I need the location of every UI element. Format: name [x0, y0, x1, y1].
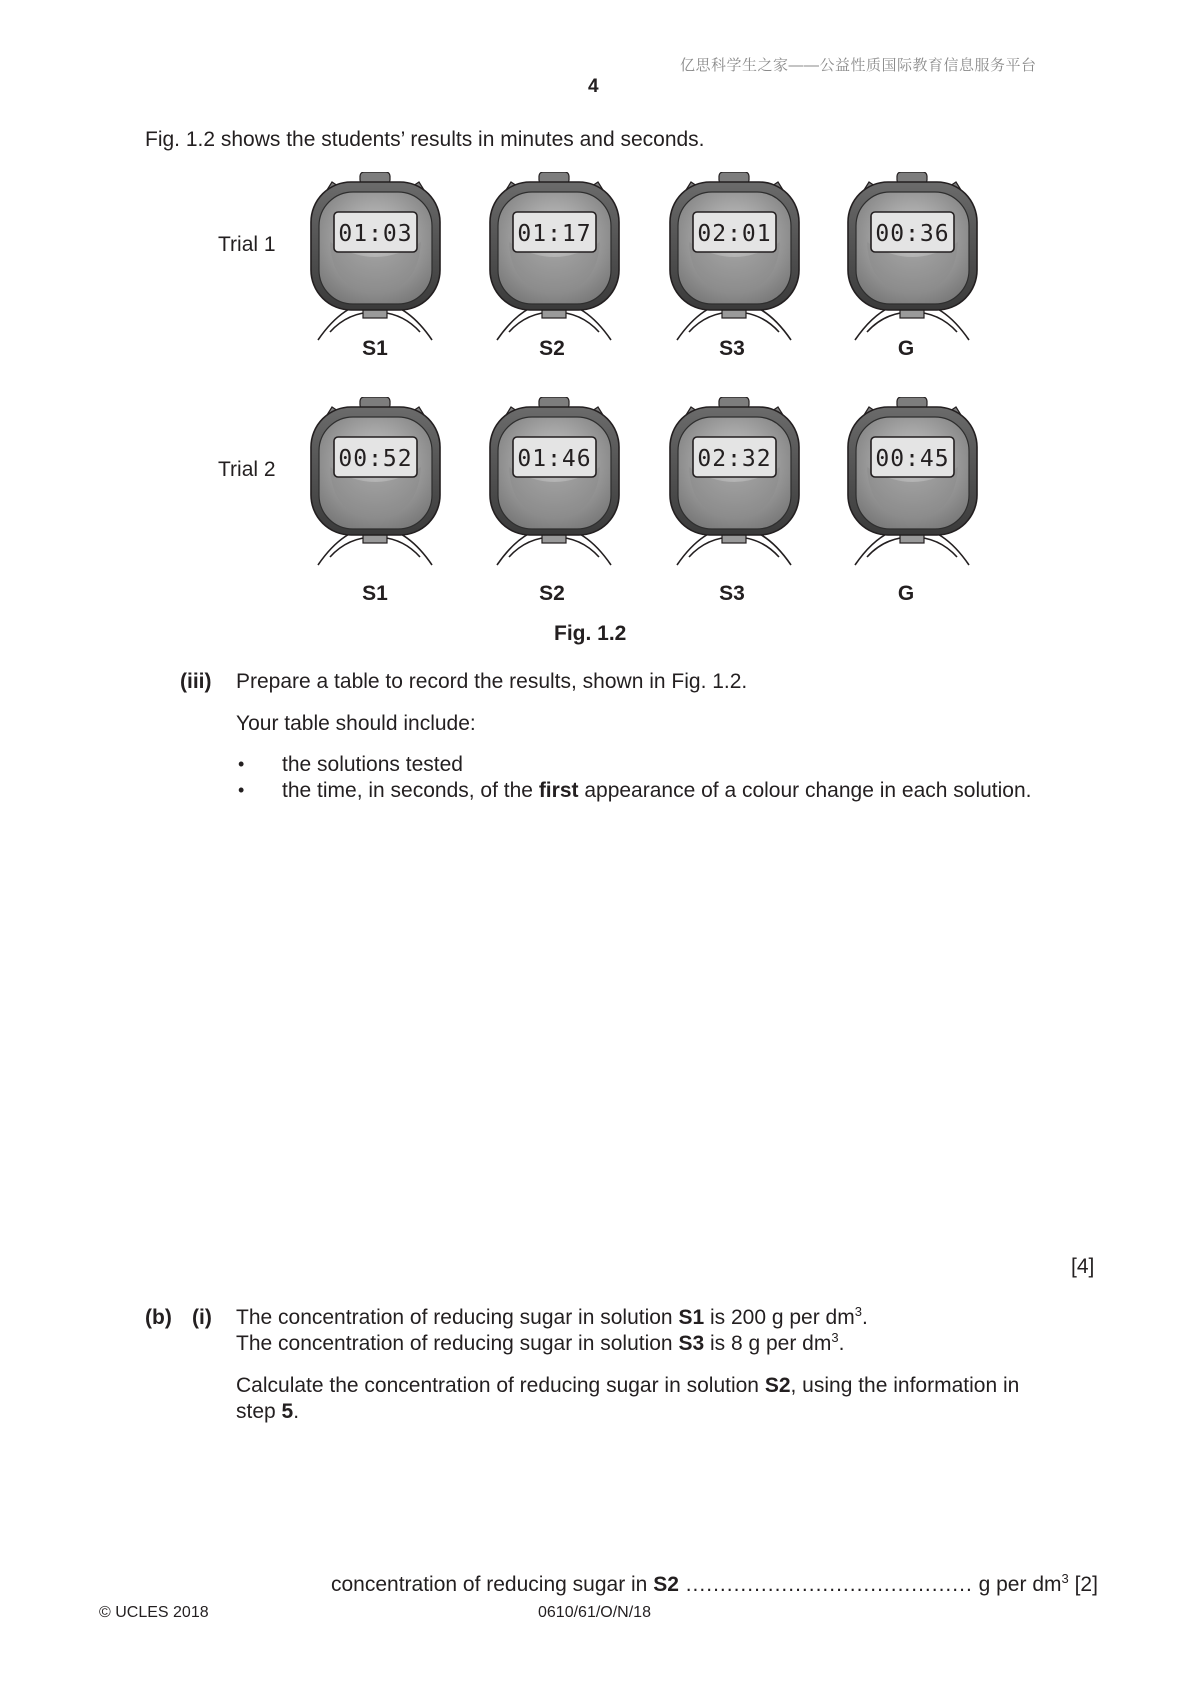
- trial-1-label-s3: S3: [719, 337, 745, 360]
- stopwatch-display-trial-2-s2: 01:46: [517, 446, 592, 472]
- calc-word-calculate: Calculate the concentration of reducing sugar in solution S2, using the information in: [236, 1374, 1020, 1397]
- part-b-label: (b): [145, 1306, 172, 1329]
- stopwatch-trial-1-s1: [308, 172, 443, 342]
- footer-code: 0610/61/O/N/18: [538, 1604, 651, 1621]
- stopwatch-display-trial-1-s3: 02:01: [697, 221, 772, 247]
- stopwatch-display-trial-2-s3: 02:32: [697, 446, 772, 472]
- page-number: 4: [588, 76, 599, 97]
- stopwatch-display-trial-2-s1: 00:52: [338, 446, 413, 472]
- stopwatch-trial-2-s2: [487, 397, 622, 567]
- stopwatch-display-trial-1-g: 00:36: [875, 221, 950, 247]
- stopwatch-trial-2-g: [845, 397, 980, 567]
- bullet-1-text: the solutions tested: [282, 753, 463, 776]
- stopwatch-trial-1-s3: [667, 172, 802, 342]
- part-b-calc-line-1: [236, 1373, 1098, 1399]
- stopwatch-trial-2-s3: [667, 397, 802, 567]
- trial-1-label: Trial 1: [218, 233, 276, 256]
- trial-2-label-s2: S2: [539, 582, 565, 605]
- part-b-calc-line-2: step 5.: [236, 1400, 300, 1423]
- bullet-2-symbol: •: [238, 780, 245, 800]
- part-b-sub-label: (i): [192, 1306, 212, 1329]
- part-b-line-1: The concentration of reducing sugar in solution S1 is 200 g per $dm^3$.: [236, 1304, 868, 1329]
- trial-2-label-s3: S3: [719, 582, 745, 605]
- trial-2-label: Trial 2: [218, 458, 276, 481]
- part-iii-include-intro: Your table should include:: [236, 712, 476, 735]
- figure-caption: Fig. 1.2: [554, 622, 627, 645]
- stopwatch-display-trial-1-s1: 01:03: [338, 221, 413, 247]
- footer-copyright: © UCLES 2018: [99, 1604, 209, 1621]
- part-iii-marks: [4]: [1071, 1255, 1095, 1278]
- intro-text: Fig. 1.2 shows the students’ results in minutes and seconds.: [145, 128, 705, 151]
- stopwatch-display-trial-1-s2: 01:17: [517, 221, 592, 247]
- stopwatch-trial-1-s2: [487, 172, 622, 342]
- bullet-2-text: the time, in seconds, of the first appearance of a colour change in each solution.: [282, 779, 1032, 802]
- answer-line[interactable]: concentration of reducing sugar in S2 .......................................... g per $dm^3$ [2]: [331, 1571, 1098, 1596]
- part-b-line-2: The concentration of reducing sugar in solution S3 is 8 g per $dm^3$.: [236, 1330, 845, 1355]
- stopwatch-trial-1-g: [845, 172, 980, 342]
- trial-2-label-g: G: [897, 582, 915, 605]
- part-iii-instruction: Prepare a table to record the results, shown in Fig. 1.2.: [236, 670, 748, 693]
- stopwatch-display-trial-2-g: 00:45: [875, 446, 950, 472]
- watermark-text: 亿思科学生之家——公益性质国际教育信息服务平台: [680, 57, 1037, 74]
- trial-2-label-s1: S1: [362, 582, 388, 605]
- trial-1-label-s2: S2: [539, 337, 565, 360]
- trial-1-label-g: G: [897, 337, 915, 360]
- stopwatch-trial-2-s1: [308, 397, 443, 567]
- bullet-1-symbol: •: [238, 754, 245, 774]
- trial-1-label-s1: S1: [362, 337, 388, 360]
- part-iii-number: (iii): [180, 670, 212, 693]
